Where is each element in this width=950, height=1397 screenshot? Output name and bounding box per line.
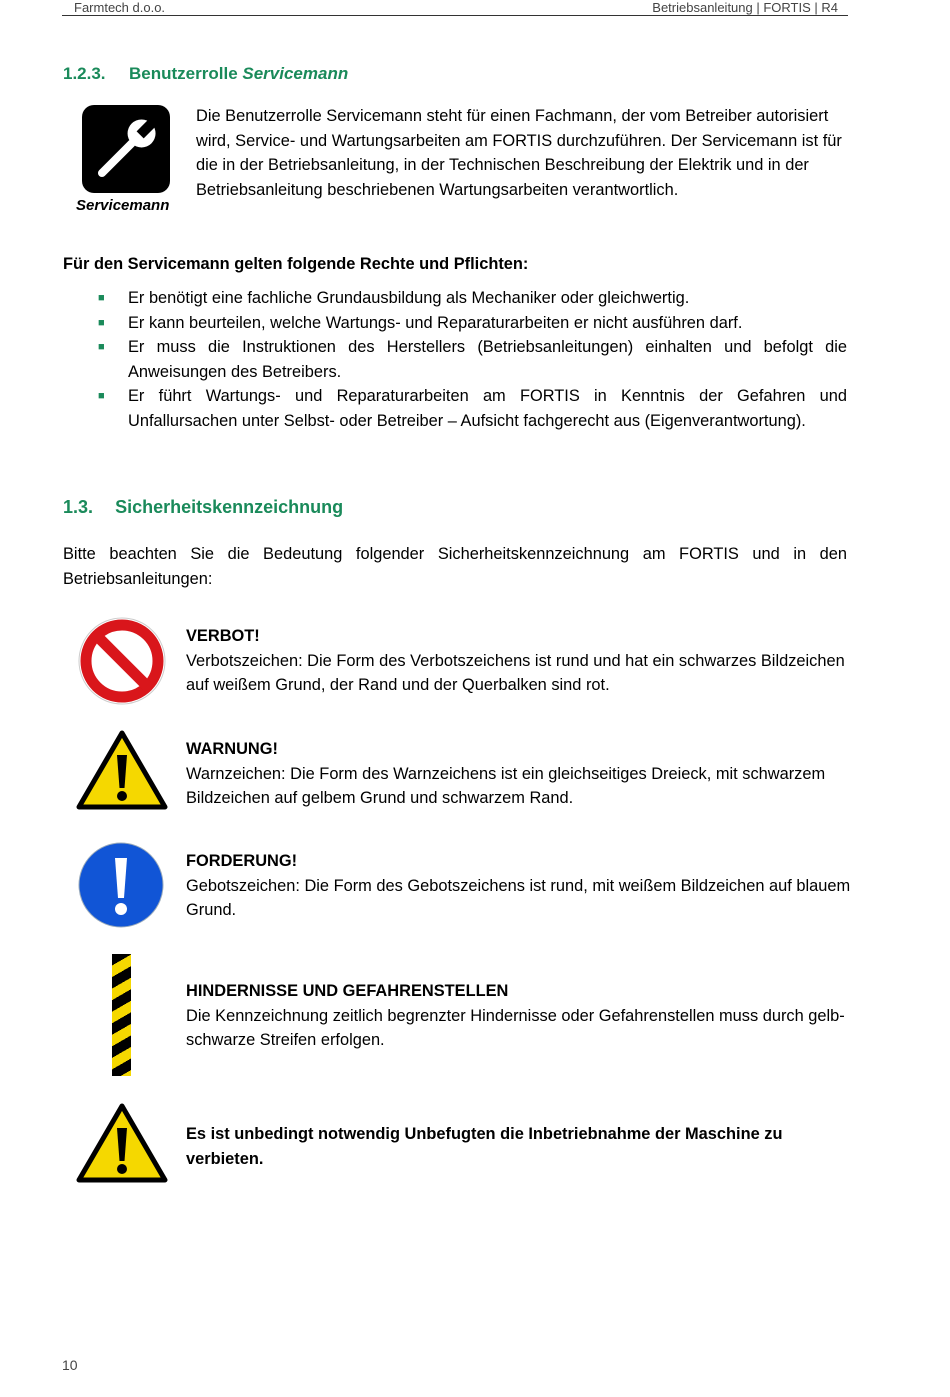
warning-triangle-icon <box>76 1103 168 1183</box>
final-warning-text: Es ist unbedingt notwendig Unbefugten die Inbetriebnahme der Maschine zu verbieten. <box>186 1125 783 1168</box>
rights-heading: Für den Servicemann gelten folgende Rechte und Pflichten: <box>63 255 529 273</box>
section-title-italic: Servicemann <box>242 64 349 83</box>
sign-text: Warnzeichen: Die Form des Warnzeichens ist ein gleichseitiges Dreieck, mit schwarzem Bildzeichen auf gelbem Grund und schwarzem Rand. <box>186 764 826 807</box>
list-item: ■ Er kann beurteilen, welche Wartungs- und Reparaturarbeiten er nicht ausführen darf. <box>63 311 847 336</box>
rights-list <box>63 286 847 433</box>
section-number: 1.2.3. <box>63 64 106 83</box>
sign-warnung <box>186 737 856 811</box>
bullet-icon: ■ <box>98 390 105 402</box>
servicemann-paragraph: Die Benutzerrolle Servicemann steht für einen Fachmann, der vom Betreiber autorisiert wird, Service- und Wartungsarbeiten am FORTIS durchzuführen. Der Servicemann ist für die in der Betriebsanleitung, in der Technischen Beschreibung der Elektrik und in der Betriebsanleitung beschriebenen Wartungsarbeiten verantwortlich. <box>196 107 842 199</box>
warning-triangle-icon <box>76 730 168 810</box>
sign-forderung <box>186 849 856 923</box>
prohibition-sign-icon <box>78 617 166 705</box>
section-heading-1-3 <box>63 497 343 518</box>
header-company: Farmtech d.o.o. <box>74 0 166 15</box>
section-heading-1-2-3 <box>63 64 348 84</box>
sign-hindernisse <box>186 979 876 1053</box>
bullet-icon: ■ <box>98 316 105 329</box>
servicemann-icon-label: Servicemann <box>76 197 170 214</box>
page-number: 10 <box>62 1357 78 1373</box>
sign-verbot <box>186 624 856 698</box>
bullet-icon: ■ <box>98 292 105 304</box>
wrench-icon <box>82 105 170 193</box>
header-doc-title: Betriebsanleitung | FORTIS | R4 <box>652 0 838 15</box>
list-item: ■ Er benötigt eine fachliche Grundausbildung als Mechaniker oder gleichwertig. <box>63 286 847 311</box>
sign-title: WARNUNG! <box>186 740 278 758</box>
section-title: Sicherheitskennzeichnung <box>115 497 344 517</box>
sign-title: VERBOT! <box>186 627 260 645</box>
section-title: Benutzerrolle <box>129 64 243 83</box>
signs-intro: Bitte beachten Sie die Bedeutung folgender Sicherheitskennzeichnung am FORTIS und in den Betriebsanleitungen: <box>63 545 847 588</box>
sign-text: Gebotszeichen: Die Form des Gebotszeichens ist rund, mit weißem Bildzeichen auf blauem Grund. <box>186 876 851 919</box>
sign-text: Verbotszeichen: Die Form des Verbotszeichens ist rund und hat ein schwarzes Bildzeichen auf weißem Grund, der Rand und der Querbalken sind rot. <box>186 651 845 694</box>
header-divider <box>62 15 848 16</box>
sign-text: Die Kennzeichnung zeitlich begrenzter Hindernisse oder Gefahrenstellen muss durch gelb-schwarze Streifen erfolgen. <box>186 1006 845 1049</box>
list-item: ■ Er muss die Instruktionen des Herstellers (Betriebsanleitungen) einhalten und befolgt die Anweisungen des Betreibers. <box>63 335 847 384</box>
sign-title: FORDERUNG! <box>186 852 298 870</box>
bullet-icon: ■ <box>98 341 105 353</box>
list-item: ■ Er führt Wartungs- und Reparaturarbeiten am FORTIS in Kenntnis der Gefahren und Unfallursachen unter Selbst- oder Betreiber – Aufsicht fachgerecht aus (Eigenverantwortung). <box>63 384 847 433</box>
hazard-stripes-icon <box>112 954 131 1076</box>
mandatory-sign-icon <box>78 842 164 928</box>
section-number: 1.3. <box>63 497 94 517</box>
sign-title: HINDERNISSE UND GEFAHRENSTELLEN <box>186 982 509 1000</box>
